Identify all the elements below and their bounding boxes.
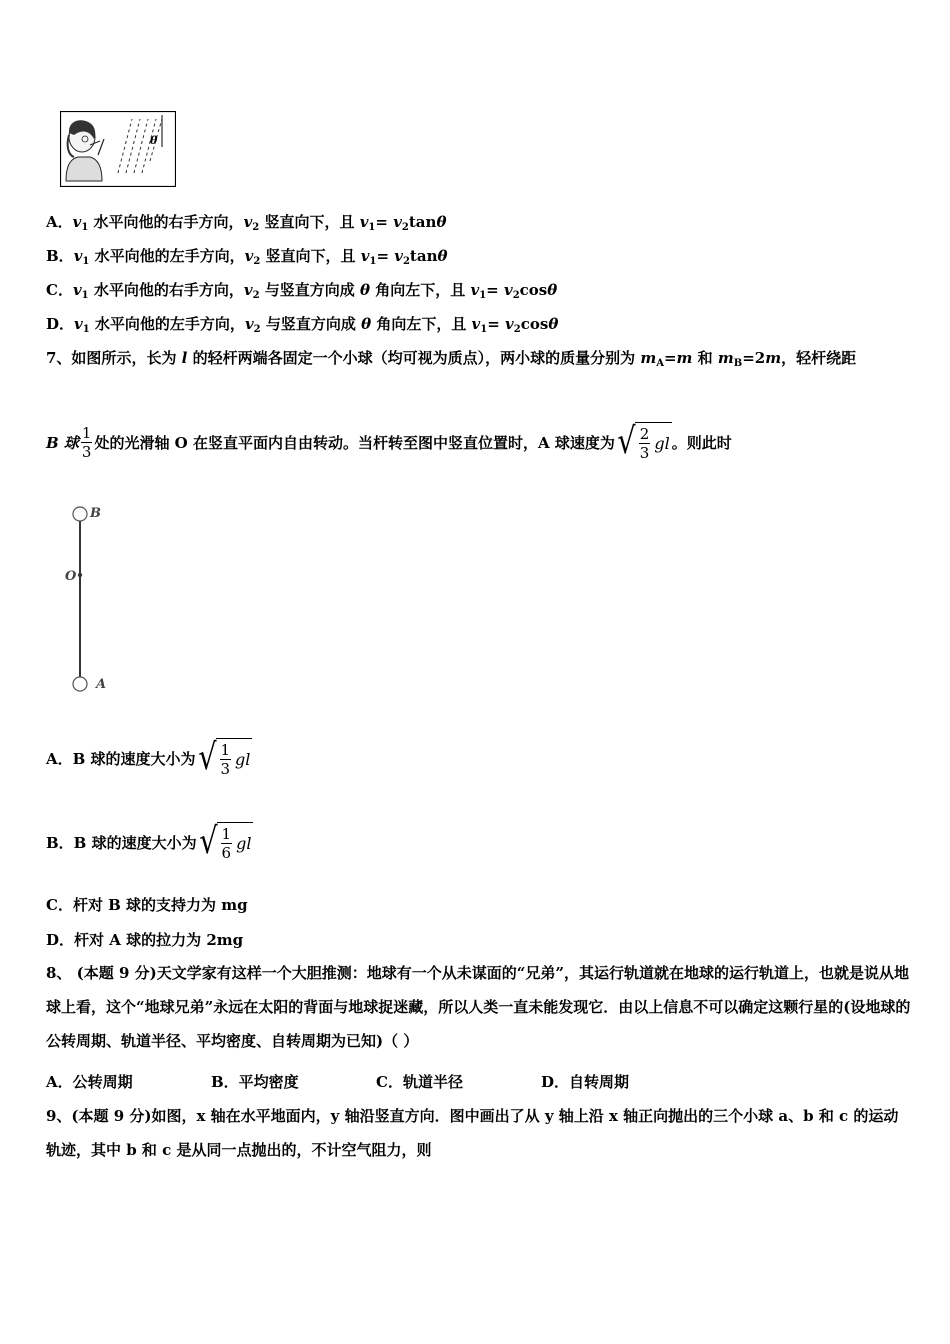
q7-option-b (46, 812, 253, 872)
sqrt-one-third-gl: √ $\frac{1}{3}$ gl (197, 737, 251, 778)
q8-option-b: B．平均密度 (211, 1073, 299, 1091)
q8-option-d: D．自转周期 (541, 1073, 630, 1091)
q8-option-a: A．公转周期 (46, 1073, 133, 1091)
q7-option-a (46, 728, 252, 788)
gl-term: gl (654, 434, 670, 453)
q7-line2-pre: B 球 (46, 433, 79, 452)
sqrt-denominator: 3 (639, 444, 650, 462)
q7-option-b-text: B．B 球的速度大小为 (46, 833, 197, 852)
q7-option-a-text: A．B 球的速度大小为 (46, 749, 196, 768)
q8-option-c: C．轨道半径 (376, 1073, 463, 1091)
theta-label: θ (150, 134, 158, 147)
gl-term: gl (235, 750, 251, 769)
q7-option-c: C．杆对 B 球的支持力为 mg (46, 896, 248, 914)
sqrt-denominator: 3 (220, 760, 231, 778)
q7-stem-line1: 7、如图所示，长为 l 的轻杆两端各固定一个小球（均可视为质点），两小球的质量分别为 $m_A=m$ 和 $m_B=2m$，轻杆绕距 (46, 349, 857, 369)
label-o: O (65, 569, 77, 584)
rain-figure (60, 111, 176, 187)
sqrt-denominator: 6 (221, 844, 232, 862)
one-third-fraction (81, 424, 93, 461)
fraction-numerator: 1 (81, 423, 92, 442)
sqrt-numerator: 1 (220, 741, 231, 759)
sqrt-numerator: 2 (639, 425, 650, 443)
q8-stem: 8、 (本题 9 分)天文学家有这样一个大胆推测：地球有一个从未谋面的“兄弟”，其运行轨道就在地球的运行轨道上，也就是说从地球上看，这个“地球兄弟”永远在太阳的背面与地球捉迷藏，所以人类一直未能发现它．由以上信息不可以确定这颗行星的(设地球的公转周期、轨道半径、平均密度、自转周期为已知)（ ） (46, 964, 911, 1050)
label-b: B (90, 506, 101, 521)
fraction-denominator: 3 (81, 442, 92, 461)
q6-option-a: A．$v_1$ 水平向他的右手方向，$v_2$ 竖直向下，且 $v_1= v_2\tan\theta$ (46, 213, 447, 233)
rod-figure (60, 500, 120, 700)
label-a: A (96, 677, 107, 692)
sqrt-one-sixth-gl: √ $\frac{1}{6}$ gl (198, 821, 252, 862)
q9-stem: 9、(本题 9 分)如图，x 轴在水平地面内，y 轴沿竖直方向．图中画出了从 y 轴上沿 x 轴正向抛出的三个小球 a、b 和 c 的运动轨迹，其中 b 和 c 是从同一点抛出的，不计空气阻力，则 (46, 1107, 899, 1159)
rain-figure-svg (60, 111, 176, 187)
gl-term: gl (236, 834, 252, 853)
q7-line2-mid: 处的光滑轴 O 在竖直平面内自由转动。当杆转至图中竖直位置时，A 球速度为 (94, 433, 615, 452)
q6-option-c: C．$v_1$ 水平向他的右手方向，$v_2$ 与竖直方向成 θ 角向左下，且 $v_1= v_2\cos\theta$ (46, 281, 558, 301)
q7-line2-post: 。则此时 (671, 433, 732, 452)
q6-option-d: D．$v_1$ 水平向他的左手方向，$v_2$ 与竖直方向成 θ 角向左下，且 $v_1= v_2\cos\theta$ (46, 315, 559, 335)
rod-figure-svg (60, 500, 120, 700)
sqrt-numerator: 1 (221, 825, 232, 843)
q7-option-d: D．杆对 A 球的拉力为 2mg (46, 931, 244, 949)
q7-stem-line2 (46, 412, 732, 472)
sqrt-two-thirds-gl: √ $\frac{2}{3}$ gl (617, 421, 670, 462)
q6-option-b: B．$v_1$ 水平向他的左手方向，$v_2$ 竖直向下，且 $v_1= v_2\tan\theta$ (46, 247, 448, 267)
